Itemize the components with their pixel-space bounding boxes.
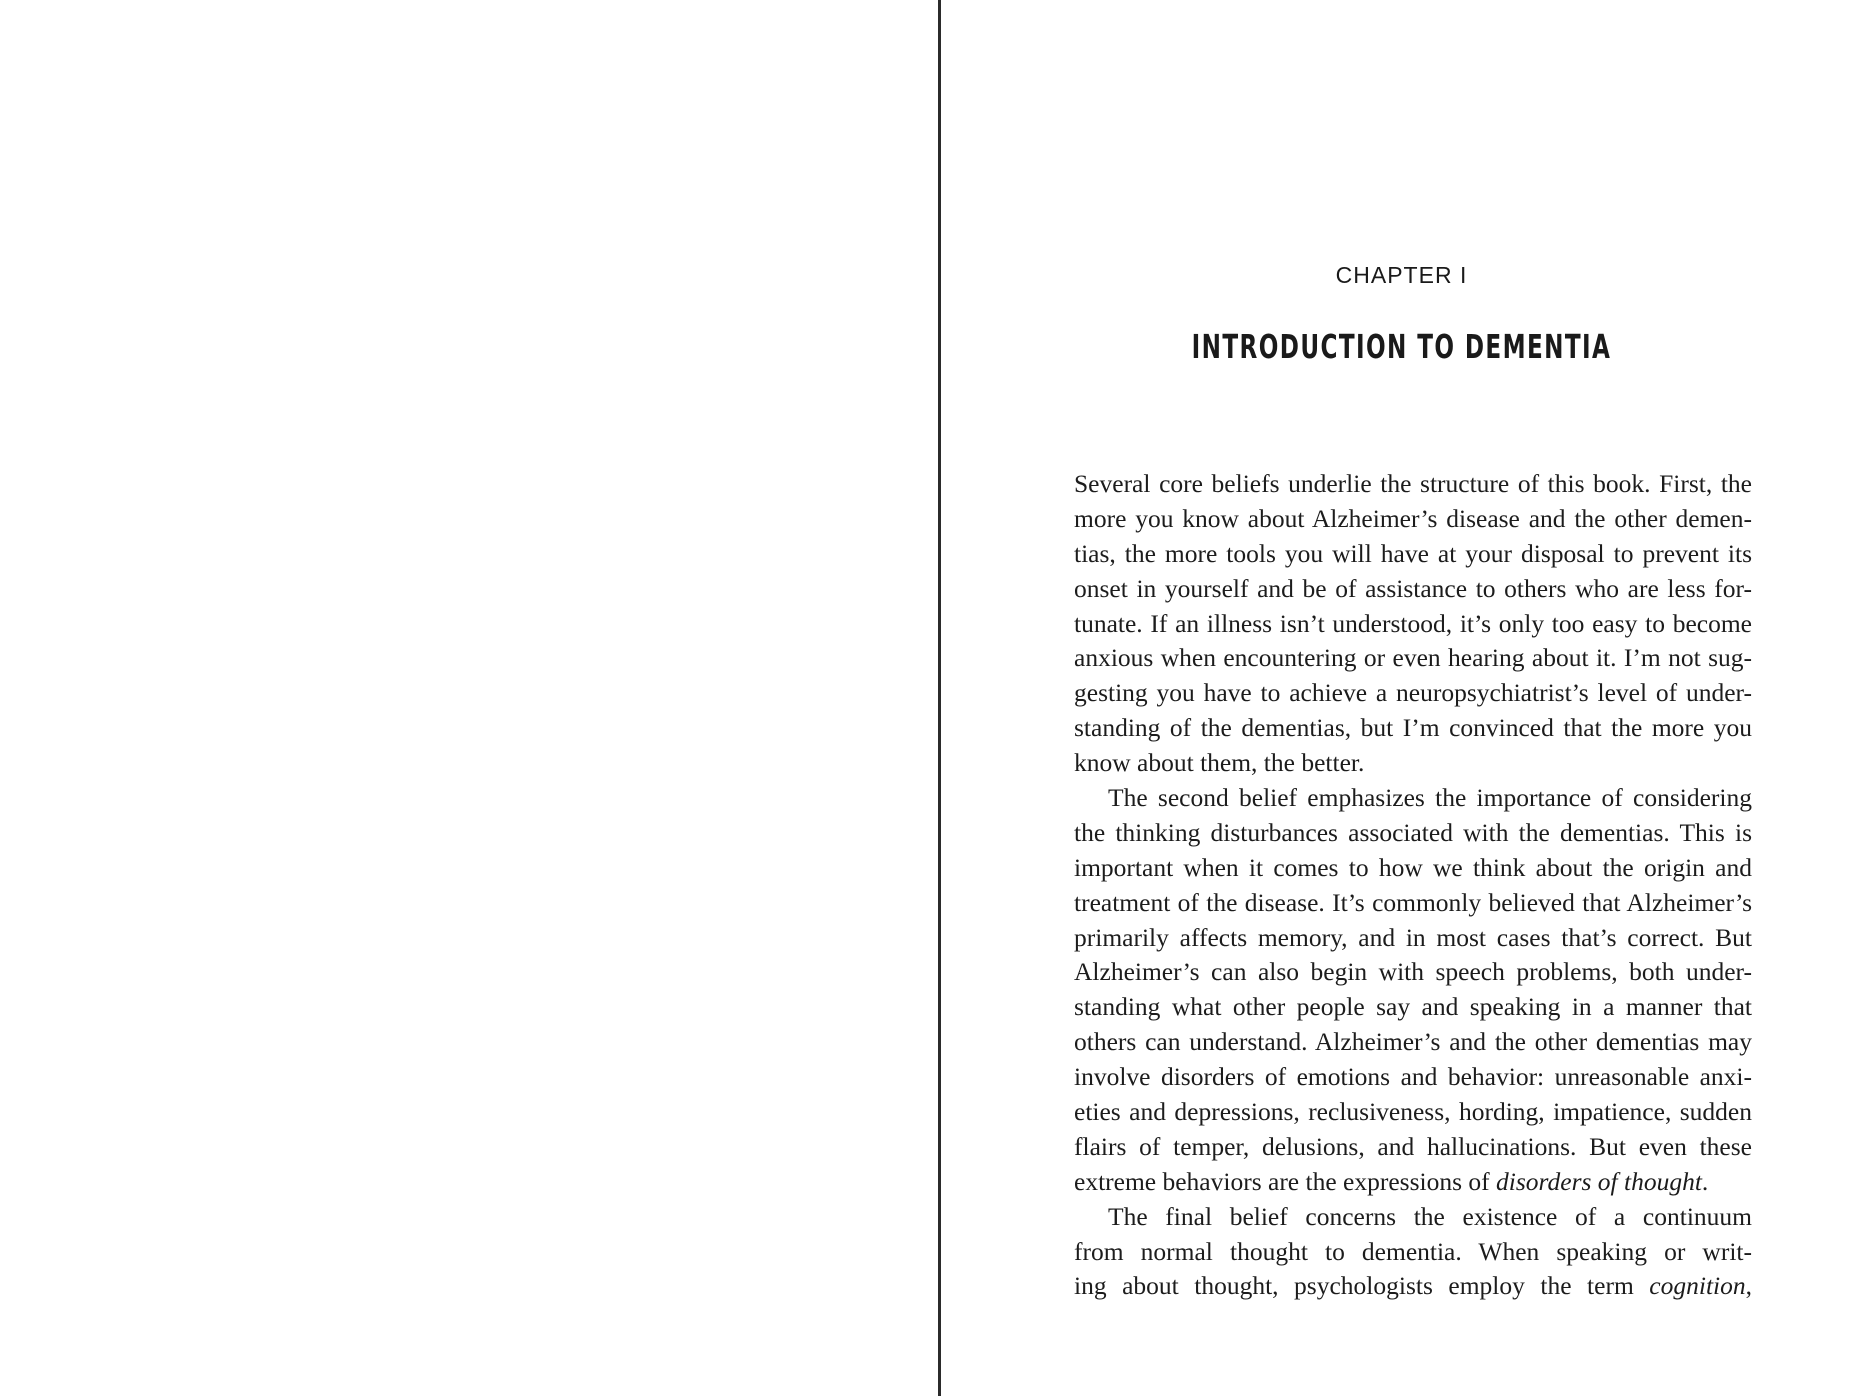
text-line: Several core beliefs underlie the structure of this book. First, the	[1074, 469, 1752, 498]
chapter-label: CHAPTER I	[1335, 262, 1468, 288]
text-line: involve disorders of emotions and behavior: unreasonable anxi-	[1074, 1062, 1752, 1092]
text-line: treatment of the disease. It’s commonly believed that Alzheimer’s	[1074, 887, 1752, 917]
text-span: extreme behaviors are the expressions of	[1074, 1166, 1497, 1196]
text-line: primarily affects memory, and in most cases that’s correct. But	[1074, 922, 1752, 952]
chapter-title: INTRODUCTION TO DEMENTIA	[1191, 327, 1612, 366]
text-line: The second belief emphasizes the importance of considering	[1108, 783, 1752, 813]
text-line: Alzheimer’s can also begin with speech problems, both under-	[1074, 957, 1752, 987]
text-line	[1074, 1269, 1752, 1304]
text-line: gesting you have to achieve a neuropsychiatrist’s level of under-	[1074, 678, 1752, 708]
body-text	[1074, 467, 1752, 1304]
text-line	[1074, 1165, 1752, 1200]
text-line: important when it comes to how we think about the origin and	[1074, 852, 1752, 882]
text-span: .	[1701, 1166, 1709, 1196]
text-span: ,	[1745, 1271, 1752, 1301]
text-line: eties and depressions, reclusiveness, hording, impatience, sudden	[1074, 1097, 1752, 1127]
text-span: ing about thought, psychologists employ the term	[1074, 1271, 1650, 1301]
text-line: tias, the more tools you will have at your disposal to prevent its	[1074, 538, 1752, 568]
text-line: The final belief concerns the existence of a continuum	[1108, 1201, 1752, 1231]
text-line: others can understand. Alzheimer’s and the other dementias may	[1074, 1027, 1752, 1057]
text-line: flairs of temper, delusions, and hallucinations. But even these	[1074, 1131, 1752, 1161]
text-line: onset in yourself and be of assistance to others who are less for-	[1074, 573, 1752, 603]
right-page	[941, 0, 1862, 1396]
italic-phrase: disorders of thought	[1496, 1166, 1702, 1196]
text-line: the thinking disturbances associated with the dementias. This is	[1074, 817, 1752, 847]
text-line: from normal thought to dementia. When speaking or writ-	[1074, 1236, 1752, 1266]
text-line: standing what other people say and speaking in a manner that	[1074, 992, 1752, 1022]
text-line: more you know about Alzheimer’s disease and the other demen-	[1074, 503, 1752, 533]
text-line: know about them, the better.	[1074, 748, 1365, 778]
text-line: tunate. If an illness isn’t understood, it’s only too easy to become	[1074, 608, 1752, 638]
text-line: standing of the dementias, but I’m convinced that the more you	[1074, 713, 1752, 743]
text-line: anxious when encountering or even hearing about it. I’m not sug-	[1074, 643, 1752, 673]
italic-phrase: cognition	[1649, 1271, 1746, 1301]
